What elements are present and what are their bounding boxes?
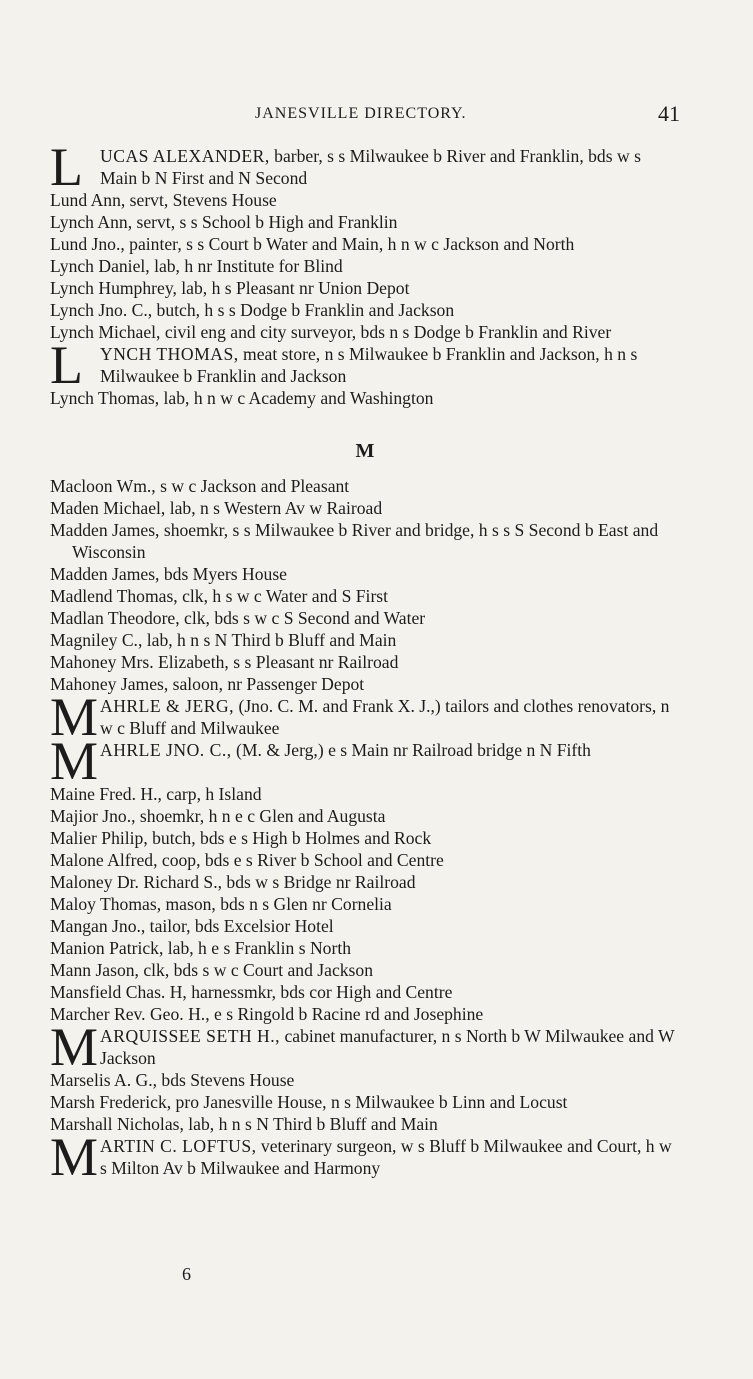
running-title: JANESVILLE DIRECTORY.	[255, 105, 467, 122]
directory-entry: Mansfield Chas. H, harnessmkr, bds cor High and Centre	[50, 982, 453, 1002]
featured-entry	[50, 731, 680, 791]
entry-details: barber, s s Milwaukee b River and Franklin, bds w s Main b N First and N Second	[100, 146, 641, 188]
directory-entry: Mahoney James, saloon, nr Passenger Depot	[50, 674, 365, 694]
directory-entry: Magniley C., lab, h n s N Third b Bluff and Main	[50, 630, 397, 650]
directory-entry: Maden Michael, lab, n s Western Av w Rairoad	[50, 498, 383, 518]
featured-entry	[50, 335, 680, 395]
entries-m-section	[50, 475, 680, 1187]
directory-entry: Mahoney Mrs. Elizabeth, s s Pleasant nr Railroad	[50, 652, 399, 672]
directory-entry: Maine Fred. H., carp, h Island	[50, 784, 262, 804]
directory-entry: Marselis A. G., bds Stevens House	[50, 1070, 295, 1090]
entry-name: YNCH THOMAS,	[100, 344, 239, 364]
entries-l-section	[50, 137, 680, 409]
directory-entry: Madden James, bds Myers House	[50, 564, 287, 584]
page-header	[50, 103, 680, 129]
section-letter-heading: M	[355, 440, 375, 462]
directory-entry: Malone Alfred, coop, bds e s River b School and Centre	[50, 850, 444, 870]
directory-entry: Lynch Jno. C., butch, h s s Dodge b Franklin and Jackson	[50, 300, 455, 320]
directory-entry: Madlend Thomas, clk, h s w c Water and S First	[50, 586, 389, 606]
entry-name: AHRLE JNO. C.,	[100, 740, 232, 760]
directory-entry: Majior Jno., shoemkr, h n e c Glen and Augusta	[50, 806, 386, 826]
directory-entry: Macloon Wm., s w c Jackson and Pleasant	[50, 476, 350, 496]
drop-cap: M	[50, 1127, 99, 1187]
featured-entry	[50, 1017, 680, 1077]
directory-entry: Madlan Theodore, clk, bds s w c S Second and Water	[50, 608, 426, 628]
directory-entry: Marshall Nicholas, lab, h n s N Third b Bluff and Main	[50, 1114, 438, 1134]
entry-name: ARQUISSEE SETH H.,	[100, 1026, 281, 1046]
directory-entry: Lynch Ann, servt, s s School b High and Franklin	[50, 212, 398, 232]
directory-entry: Lund Ann, servt, Stevens House	[50, 190, 277, 210]
drop-cap: L	[50, 335, 83, 395]
entry-details: veterinary surgeon, w s Bluff b Milwaukee and Court, h w s Milton Av b Milwaukee and Harmony	[100, 1136, 672, 1178]
signature-mark: 6	[182, 1264, 191, 1284]
entry-name: ARTIN C. LOFTUS,	[100, 1136, 257, 1156]
directory-entry: Lynch Daniel, lab, h nr Institute for Blind	[50, 256, 343, 276]
entry-details: meat store, n s Milwaukee b Franklin and Jackson, h n s Milwaukee b Franklin and Jackson	[100, 344, 638, 386]
directory-entry: Malier Philip, butch, bds e s High b Holmes and Rock	[50, 828, 432, 848]
drop-cap: M	[50, 1017, 99, 1077]
directory-entry: Mangan Jno., tailor, bds Excelsior Hotel	[50, 916, 334, 936]
directory-entry: Manion Patrick, lab, h e s Franklin s North	[50, 938, 352, 958]
featured-entry	[50, 1127, 680, 1187]
entry-name: UCAS ALEXANDER,	[100, 146, 270, 166]
directory-entry: Lund Jno., painter, s s Court b Water and Main, h n w c Jackson and North	[50, 234, 575, 254]
entry-details: (M. & Jerg,) e s Main nr Railroad bridge n N Fifth	[231, 740, 591, 760]
drop-cap: L	[50, 137, 83, 197]
directory-entry: Lynch Humphrey, lab, h s Pleasant nr Union Depot	[50, 278, 410, 298]
entry-name: AHRLE & JERG,	[100, 696, 235, 716]
drop-cap: M	[50, 687, 99, 747]
page-number: 41	[658, 101, 680, 126]
directory-entry: Maloy Thomas, mason, bds n s Glen nr Cornelia	[50, 894, 392, 914]
entry-details: (Jno. C. M. and Frank X. J.,) tailors and clothes renovators, n w c Bluff and Milwaukee	[100, 696, 670, 738]
directory-entries	[50, 137, 680, 1187]
entry-details: cabinet manufacturer, n s North b W Milwaukee and W Jackson	[100, 1026, 675, 1068]
drop-cap: M	[50, 731, 99, 791]
directory-entry: Lynch Thomas, lab, h n w c Academy and Washington	[50, 388, 434, 408]
directory-entry: Lynch Michael, civil eng and city surveyor, bds n s Dodge b Franklin and River	[50, 322, 612, 342]
directory-entry: Marsh Frederick, pro Janesville House, n s Milwaukee b Linn and Locust	[50, 1092, 568, 1112]
directory-entry: Maloney Dr. Richard S., bds w s Bridge nr Railroad	[50, 872, 416, 892]
directory-entry: Mann Jason, clk, bds s w c Court and Jackson	[50, 960, 374, 980]
directory-entry: Madden James, shoemkr, s s Milwaukee b River and bridge, h s s S Second b East and Wisconsin	[50, 520, 659, 562]
featured-entry	[50, 687, 680, 747]
directory-entry: Marcher Rev. Geo. H., e s Ringold b Racine rd and Josephine	[50, 1004, 484, 1024]
featured-entry	[50, 137, 680, 197]
